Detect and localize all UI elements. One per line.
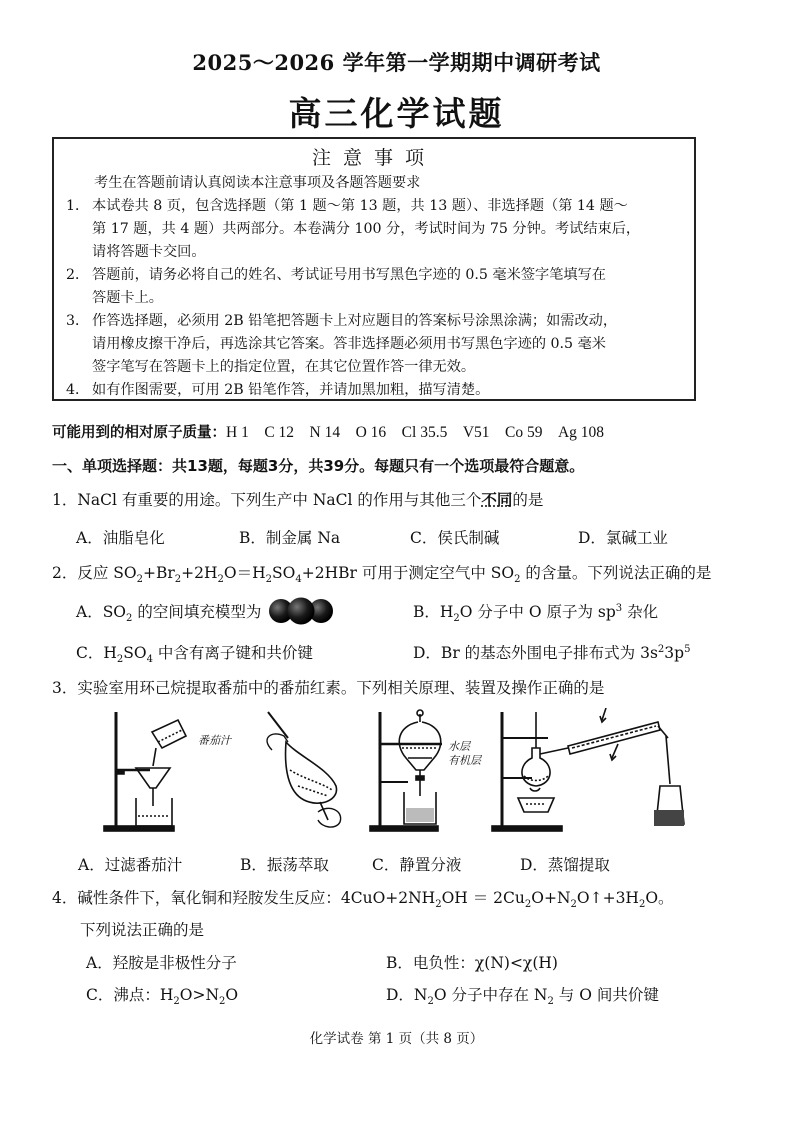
question-1-option-b: B．制金属 Na [239, 529, 341, 547]
option-text: O [225, 986, 239, 1004]
notice-heading: 注意事项 [311, 147, 436, 169]
notice-item-3-line-1: 作答选择题，必须用 2B 铅笔把答题卡上对应题目的答案标号涂黑涂满；如需改动， [92, 313, 618, 329]
question-4-line-2: 下列说法正确的是 [80, 921, 205, 939]
question-1-emphasis: 不同 [481, 490, 513, 509]
label-organic-layer: 有机层 [448, 754, 481, 767]
question-3-option-a: A．过滤番茄汁 [78, 856, 183, 874]
subscript: 2 [638, 899, 646, 911]
question-3-option-c: C．静置分液 [372, 856, 462, 874]
notice-item-4-line-1: 如有作图需要，可用 2B 铅笔作答，并请加黑加粗，描写清楚。 [92, 382, 490, 398]
distillation-apparatus-figure [488, 708, 688, 834]
shaking-extraction-figure [258, 708, 358, 828]
notice-item-1-line-1: 本试卷共 8 页，包含选择题（第 1 题～第 13 题，共 13 题）、非选择题（第 14 题～ [92, 198, 628, 214]
option-text: B．H [413, 603, 454, 621]
subscript: 2 [453, 613, 460, 625]
option-text: C．H [76, 644, 117, 662]
subscript: 2 [435, 899, 442, 911]
question-4-option-b: B．电负性：χ(N)<χ(H) [386, 954, 558, 972]
question-4-stem-part: O。 [645, 889, 674, 907]
subscript: 2 [514, 574, 521, 586]
question-2-stem-part: +2H [181, 564, 218, 582]
question-2-stem-part: SO [272, 564, 296, 582]
notice-item-1-line-2: 第 17 题，共 4 题）共两部分。本卷满分 100 分，考试时间为 75 分钟。考试结束后， [92, 221, 641, 237]
question-2-stem-part: +Br [143, 564, 175, 582]
option-text: SO [123, 644, 147, 662]
subscript: 2 [136, 574, 143, 586]
superscript: 5 [684, 643, 691, 655]
question-3-stem: 3．实验室用环己烷提取番茄中的番茄红素。下列相关原理、装置及操作正确的是 [52, 679, 605, 697]
so2-space-filling-model [268, 596, 334, 626]
subscript: 2 [174, 574, 182, 586]
notice-box [52, 137, 696, 401]
subscript: 4 [295, 574, 302, 586]
question-1-option-c: C．侯氏制碱 [410, 529, 500, 547]
atomic-mass-label: 可能用到的相对原子质量： [52, 425, 226, 441]
option-text: D．N [386, 986, 428, 1004]
subscript: 4 [146, 654, 153, 666]
question-1-option-a: A．油脂皂化 [76, 529, 165, 547]
section-heading: 一、单项选择题：共13题，每题3分，共39分。每题只有一个选项最符合题意。 [52, 457, 585, 475]
question-1-stem [52, 488, 543, 510]
option-text: O>N [179, 986, 220, 1004]
question-2-stem-part: +2HBr 可用于测定空气中 SO [301, 564, 515, 582]
question-4-stem-part: 4．碱性条件下，氧化铜和羟胺发生反应：4CuO+2NH [52, 889, 436, 907]
option-text: 中含有离子键和共价键 [152, 644, 313, 662]
notice-item-1-num: 1． [66, 198, 90, 214]
page-footer: 化学试卷 第 1 页（共 8 页） [309, 1031, 484, 1047]
atomic-mass-line [52, 420, 604, 442]
question-4-stem-part: O+N [531, 889, 571, 907]
option-text: 与 O 间共价键 [553, 986, 659, 1004]
subscript: 2 [570, 899, 577, 911]
notice-item-1-line-3: 请将答题卡交回。 [92, 244, 206, 260]
exam-title: 2025～2026 学年第一学期期中调研考试 [192, 50, 601, 75]
question-3-option-b: B．振荡萃取 [240, 856, 329, 874]
separatory-funnel-figure [368, 708, 498, 834]
subscript: 2 [173, 996, 180, 1008]
question-1-stem-part: 1．NaCl 有重要的用途。下列生产中 NaCl 的作用与其他三个 [52, 491, 482, 509]
question-4-stem-part: O↑+3H [576, 889, 639, 907]
atomic-mass-values: H 1 C 12 N 14 O 16 Cl 35.5 V51 Co 59 Ag 108 [226, 424, 605, 441]
subject-title: 高三化学试题 [288, 94, 505, 133]
question-2-option-c [76, 641, 313, 665]
subscript: 2 [116, 654, 124, 666]
subscript: 2 [427, 996, 434, 1008]
question-4-stem [52, 886, 674, 910]
question-2-stem-part: 2．反应 SO [52, 564, 137, 582]
superscript: 3 [615, 602, 623, 614]
question-4-stem-part: OH ＝ 2Cu [441, 889, 525, 907]
question-4-option-d [386, 983, 659, 1007]
question-2-stem-part: 的含量。下列说法正确的是 [520, 564, 712, 582]
notice-item-3-line-2: 请用橡皮擦干净后，再选涂其它答案。答非选择题必须用书写黑色字迹的 0.5 毫米 [92, 336, 606, 352]
question-3-option-d: D．蒸馏提取 [520, 856, 610, 874]
option-text: D．Br 的基态外围电子排布式为 3s [413, 644, 658, 662]
question-2-stem-part: O＝H [223, 564, 266, 582]
filtration-apparatus-figure [96, 708, 246, 834]
label-water-layer: 水层 [448, 740, 470, 753]
subscript: 2 [265, 574, 273, 586]
option-text: 的空间填充模型为 [132, 603, 262, 621]
question-2-option-b [413, 600, 658, 624]
subscript: 2 [219, 996, 226, 1008]
question-2-option-a [76, 600, 261, 624]
notice-item-2-line-1: 答题前，请务必将自己的姓名、考试证号用书写黑色字迹的 0.5 毫米签字笔填写在 [92, 267, 606, 283]
notice-intro: 考生在答题前请认真阅读本注意事项及各题答题要求 [94, 175, 421, 191]
option-text: C．沸点：H [86, 986, 174, 1004]
option-text: A．SO [76, 603, 127, 621]
option-text: O 分子中 O 原子为 sp [459, 603, 616, 621]
question-4-option-c [86, 983, 238, 1007]
subscript: 2 [217, 574, 224, 586]
subscript: 2 [126, 613, 133, 625]
notice-item-3-line-3: 签字笔写在答题卡上的指定位置，在其它位置作答一律无效。 [92, 359, 476, 375]
notice-item-3-num: 3． [66, 313, 90, 329]
question-2-stem [52, 561, 711, 585]
subscript: 2 [524, 899, 532, 911]
option-text: 3p [664, 644, 685, 662]
option-text: O 分子中存在 N [433, 986, 548, 1004]
notice-item-4-num: 4． [66, 382, 90, 398]
label-tomato-juice: 番茄汁 [198, 734, 231, 747]
notice-item-2-line-2: 答题卡上。 [92, 290, 163, 306]
question-1-stem-end: 的是 [512, 491, 544, 509]
question-4-option-a: A．羟胺是非极性分子 [86, 954, 237, 972]
question-2-option-d [413, 641, 690, 663]
subscript: 2 [547, 996, 554, 1008]
superscript: 2 [657, 643, 665, 655]
question-1-option-d: D．氯碱工业 [578, 529, 668, 547]
option-text: 杂化 [622, 603, 659, 621]
notice-item-2-num: 2． [66, 267, 90, 283]
